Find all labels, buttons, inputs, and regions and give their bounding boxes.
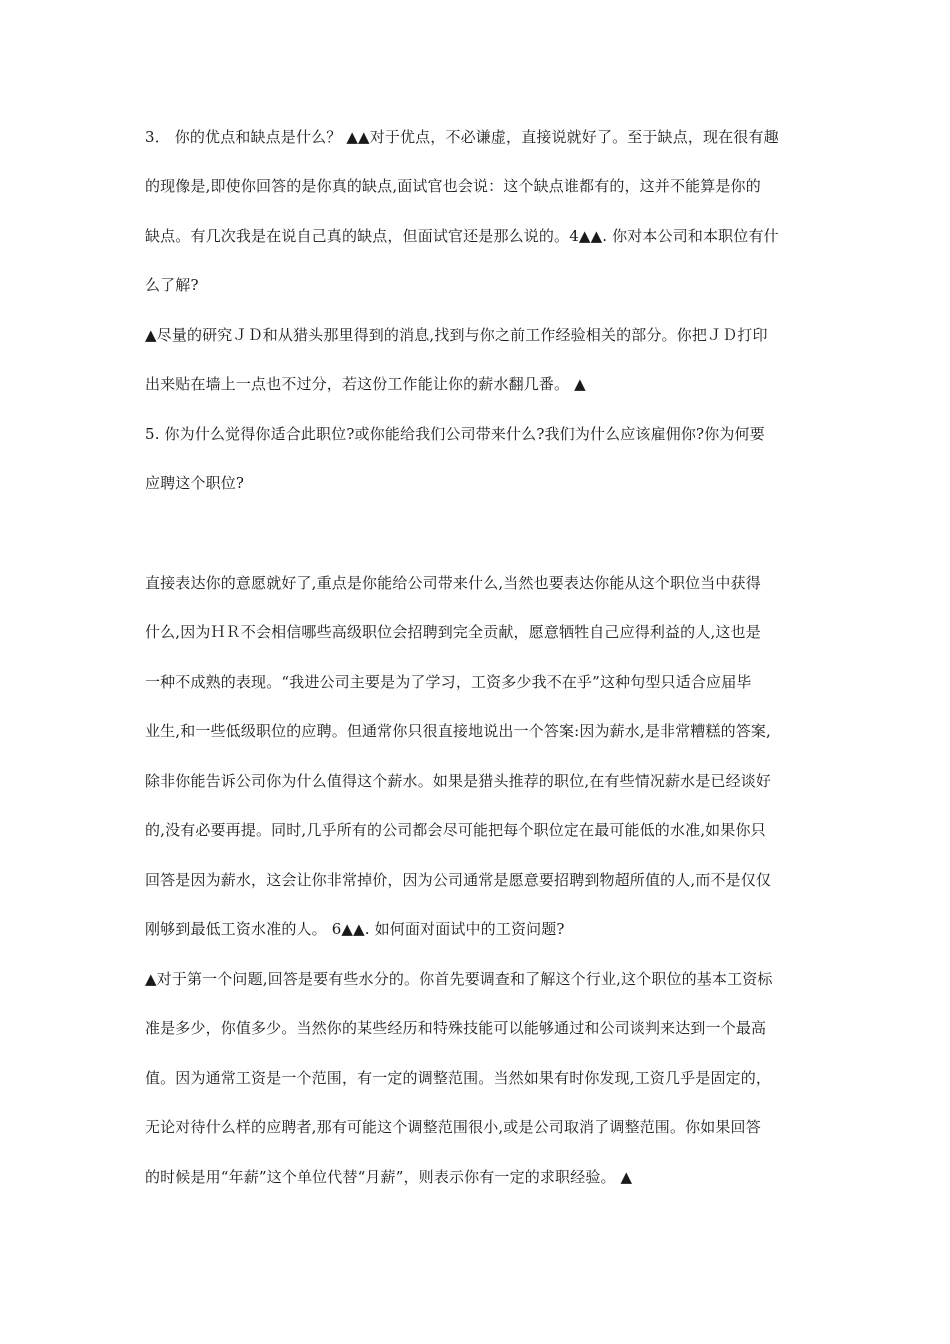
text-line: 3． 你的优点和缺点是什么？ ▲▲对于优点，不必谦虚，直接说就好了。至于缺点，现在很有趣 (145, 128, 779, 146)
text-line: 无论对待什么样的应聘者,那有可能这个调整范围很小,或是公司取消了调整范围。你如果回答 (145, 1118, 761, 1136)
text-line: ▲对于第一个问题,回答是要有些水分的。你首先要调查和了解这个行业,这个职位的基本工资标 (145, 970, 773, 988)
text-line: 除非你能告诉公司你为什么值得这个薪水。如果是猎头推荐的职位,在有些情况薪水是已经谈好 (145, 772, 772, 790)
text-line: 的现像是,即使你回答的是你真的缺点,面试官也会说：这个缺点谁都有的，这并不能算是你的 (145, 177, 761, 195)
text-line: 刚够到最低工资水准的人。 6▲▲. 如何面对面试中的工资问题? (145, 920, 565, 938)
text-line: 一种不成熟的表现。“我进公司主要是为了学习，工资多少我不在乎”这种句型只适合应届毕 (145, 673, 752, 691)
text-line: 缺点。有几次我是在说自己真的缺点，但面试官还是那么说的。4▲▲. 你对本公司和本职位有什 (145, 227, 779, 245)
text-line: 业生,和一些低级职位的应聘。但通常你只很直接地说出一个答案:因为薪水,是非常糟糕的答案, (145, 722, 771, 740)
text-line: 直接表达你的意愿就好了,重点是你能给公司带来什么,当然也要表达你能从这个职位当中获得 (145, 574, 761, 592)
text-line: ▲尽量的研究ＪＤ和从猎头那里得到的消息,找到与你之前工作经验相关的部分。你把ＪＤ打印 (145, 326, 768, 344)
text-line: 么了解? (145, 276, 199, 294)
text-line: 的时候是用“年薪”这个单位代替“月薪”，则表示你有一定的求职经验。 ▲ (145, 1168, 633, 1186)
text-line: 什么,因为ＨＲ不会相信哪些高级职位会招聘到完全贡献，愿意牺牲自己应得利益的人,这也是 (145, 623, 761, 641)
text-line: 值。因为通常工资是一个范围，有一定的调整范围。当然如果有时你发现,工资几乎是固定的， (145, 1069, 772, 1087)
text-line: 5. 你为什么觉得你适合此职位?或你能给我们公司带来什么?我们为什么应该雇佣你?你为何要 (145, 425, 765, 443)
text-line: 准是多少，你值多少。当然你的某些经历和特殊技能可以能够通过和公司谈判来达到一个最高 (145, 1019, 767, 1037)
text-line: 回答是因为薪水，这会让你非常掉价，因为公司通常是愿意要招聘到物超所值的人,而不是仅仅 (145, 871, 772, 889)
text-line: 应聘这个职位? (145, 474, 245, 492)
text-line: 出来贴在墙上一点也不过分，若这份工作能让你的薪水翻几番。 ▲ (145, 375, 586, 393)
text-line: 的,没有必要再提。同时,几乎所有的公司都会尽可能把每个职位定在最可能低的水准,如果你只 (145, 821, 766, 839)
